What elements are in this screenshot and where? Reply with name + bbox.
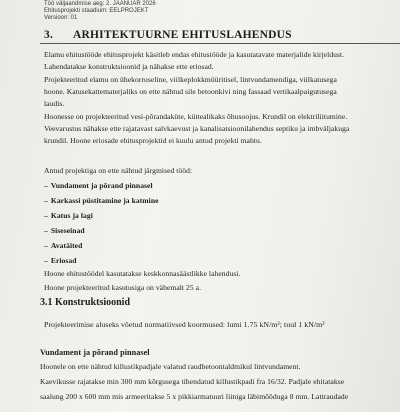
document-header-meta	[44, 1, 156, 22]
works-list-item: – Vundament ja põrand pinnasel	[44, 181, 153, 190]
works-list-item: – Avatäited	[44, 241, 83, 250]
foundation-line: saalung 200 x 600 mm mis armeeritakse 5 x pikkiarmatuuri liiniga läbimõõduga 8 mm. Lattraudade	[40, 392, 349, 401]
loads-line: Projekteerimise aluseks võetud normatiivsed koormused: lumi 1.75 kN/m²; tuul 1 kN/m²	[44, 320, 325, 329]
paragraph3-line: Hoonesse on projekteeritud vesi-põrandaküte, küttealikaks õhusoojus. Krundil on elektriliitumine.	[44, 112, 348, 121]
works-list-item: – Siseseinad	[44, 226, 85, 235]
paragraph2-line: Projekteeritud elamu on ühekorruseline, viilkeplokkmüüritisel, lintvundamendiga, viilkatusega	[44, 75, 337, 84]
paragraph1-line: Elamu ehitustööde ehitusprojekt käsitleb endas ehitustööde ja kasutatavate materjalide kirjeldust.	[44, 50, 345, 59]
heading-rule	[40, 43, 400, 44]
foundation-heading: Vundament ja põrand pinnasel	[40, 348, 150, 357]
section-title: ARHITEKTUURNE EHITUSLAHENDUS	[73, 29, 292, 41]
meta-project-stage: Ehitusprojekti staadium: EELPROJEKT	[44, 8, 149, 14]
subsection-heading	[40, 297, 130, 308]
works-list-item: – Eriosad	[44, 256, 77, 265]
works-intro: Antud projektiga on ette nähtud järgmised tööd:	[44, 166, 193, 175]
foundation-line: Hoonele on ette nähtud killustikpadjale valatud raudbetoontaldmikul lintvundament.	[40, 362, 301, 371]
subsection-title: Konstruktsioonid	[55, 297, 131, 308]
paragraph2-line: hoone. Katusekattematerjaliks on ette nähtud sile betoonkivi ning fassaad vertikaalpaigutusega	[44, 87, 337, 96]
paragraph1-line: Lahendatakse konstruktsioonid ja nähakse ette eriosad.	[44, 62, 214, 71]
section-number: 3.	[44, 29, 54, 41]
paragraph2-line: laudis.	[44, 99, 65, 108]
paragraph3-line: Veevarustus nähakse ette rajatavast salvkaevust ja kanalisatsioonilahendus septiku ja imbväljakuga	[44, 124, 350, 133]
note-line: Hoone ehitustöödel kasutatakse keskkonnasäästlikke lahendusi.	[44, 269, 241, 278]
paragraph3-line: krundil. Hoone eriosade ehitusprojektid ei kuulu antud projekti mahtu.	[44, 136, 262, 145]
meta-version: Versioon: 01	[44, 15, 78, 21]
meta-issue-date: Töö väljaandmise aeg: 2. JAANUAR 2026	[44, 1, 156, 7]
subsection-number: 3.1	[40, 297, 53, 308]
note-line: Hoone projekteeritud kasutusiga on vähemalt 25 a.	[44, 283, 202, 292]
works-list-item: – Karkassi püstitamine ja katmine	[44, 196, 159, 205]
section-heading	[44, 29, 292, 41]
works-list-item: – Katus ja lagi	[44, 211, 93, 220]
foundation-line: Kaevikusse rajatakse min 300 mm kõrgusega tihendatud killustikpadi fra 16/32. Padjale ehitatakse	[40, 377, 345, 386]
